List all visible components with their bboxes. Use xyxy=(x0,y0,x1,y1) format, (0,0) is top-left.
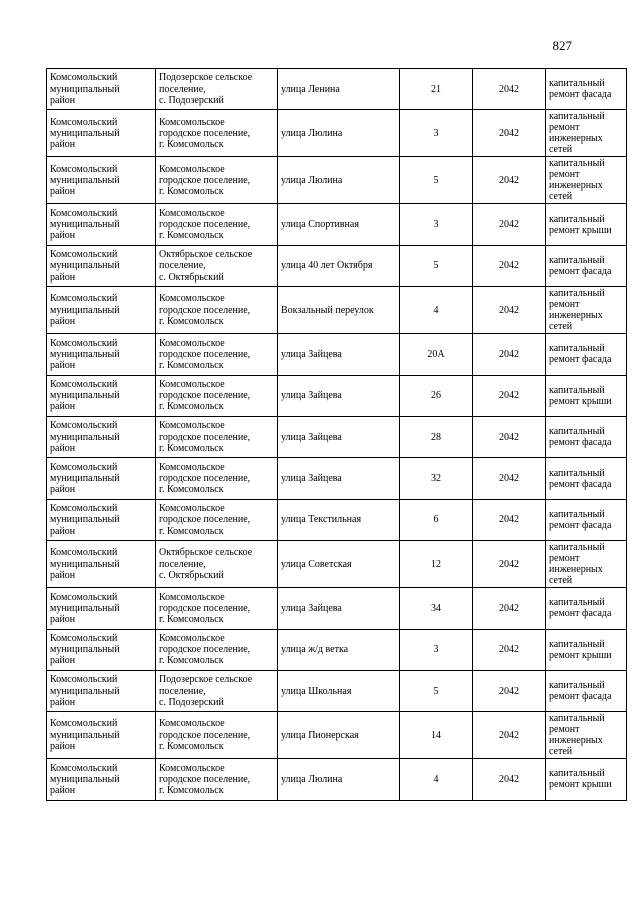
house-number-cell: 28 xyxy=(400,416,473,457)
table-row xyxy=(47,334,627,375)
district-cell-text: Комсомольский муниципальный район xyxy=(50,337,120,371)
district-cell-text: Комсомольский муниципальный район xyxy=(50,762,120,797)
house-number-cell: 32 xyxy=(400,458,473,499)
work-type-cell xyxy=(546,334,627,375)
table-row xyxy=(47,759,627,800)
street-cell: улица Зайцева xyxy=(278,416,400,457)
house-number-cell: 12 xyxy=(400,541,473,588)
settlement-cell xyxy=(156,416,278,457)
settlement-cell xyxy=(156,375,278,416)
work-type-cell-text: капитальный ремонт фасада xyxy=(549,597,612,620)
district-cell xyxy=(47,245,156,286)
district-cell xyxy=(47,69,156,110)
work-type-cell xyxy=(546,588,627,629)
settlement-cell xyxy=(156,712,278,759)
table-body xyxy=(47,69,627,801)
table-row xyxy=(47,712,627,759)
work-type-cell-text: капитальный ремонт крыши xyxy=(549,768,612,791)
work-type-cell-text: капитальный ремонт фасада xyxy=(549,508,612,531)
work-type-cell-text: капитальный ремонт фасада xyxy=(549,254,612,277)
year-cell: 2042 xyxy=(473,375,546,416)
year-cell: 2042 xyxy=(473,629,546,670)
settlement-cell-text: Подозерское сельское поселение, с. Подозерский xyxy=(159,72,253,106)
table-row xyxy=(47,670,627,711)
year-cell: 2042 xyxy=(473,204,546,245)
work-type-cell xyxy=(546,629,627,670)
settlement-cell-text: Комсомольское городское поселение, г. Комсомольск xyxy=(159,163,251,197)
house-number-cell: 5 xyxy=(400,245,473,286)
work-type-cell-text: капитальный ремонт крыши xyxy=(549,384,612,407)
work-type-cell-text: капитальный ремонт инженерных сетей xyxy=(549,288,605,333)
district-cell xyxy=(47,588,156,629)
street-cell: Вокзальный переулок xyxy=(278,287,400,334)
work-type-cell-text: капитальный ремонт фасада xyxy=(549,343,612,366)
work-type-cell xyxy=(546,110,627,157)
work-type-cell-text: капитальный ремонт инженерных сетей xyxy=(549,111,605,156)
settlement-cell-text: Комсомольское городское поселение, г. Комсомольск xyxy=(159,116,251,150)
district-cell-text: Комсомольский муниципальный район xyxy=(50,72,120,106)
district-cell xyxy=(47,204,156,245)
district-cell-text: Комсомольский муниципальный район xyxy=(50,718,120,752)
table-row xyxy=(47,541,627,588)
district-cell-text: Комсомольский муниципальный район xyxy=(50,249,120,283)
year-cell: 2042 xyxy=(473,416,546,457)
settlement-cell-text: Комсомольское городское поселение, г. Комсомольск xyxy=(159,337,251,371)
district-cell-text: Комсомольский муниципальный район xyxy=(50,461,120,496)
settlement-cell-text: Комсомольское городское поселение, г. Комсомольск xyxy=(159,503,251,537)
district-cell xyxy=(47,287,156,334)
street-cell: улица Текстильная xyxy=(278,499,400,540)
year-cell: 2042 xyxy=(473,499,546,540)
settlement-cell xyxy=(156,759,278,800)
housing-repair-table xyxy=(46,68,627,801)
page-number: 827 xyxy=(552,38,572,53)
work-type-cell xyxy=(546,458,627,499)
settlement-cell xyxy=(156,588,278,629)
work-type-cell xyxy=(546,499,627,540)
year-cell: 2042 xyxy=(473,69,546,110)
district-cell-text: Комсомольский муниципальный район xyxy=(50,378,120,413)
settlement-cell-text: Комсомольское городское поселение, г. Комсомольск xyxy=(159,420,251,454)
settlement-cell-text: Октябрьское сельское поселение, с. Октябрьский xyxy=(159,249,253,283)
house-number-cell: 3 xyxy=(400,110,473,157)
house-number-cell: 3 xyxy=(400,204,473,245)
district-cell xyxy=(47,759,156,800)
settlement-cell-text: Комсомольское городское поселение, г. Комсомольск xyxy=(159,632,251,667)
settlement-cell-text: Комсомольское городское поселение, г. Комсомольск xyxy=(159,461,251,496)
district-cell-text: Комсомольский муниципальный район xyxy=(50,503,120,537)
house-number-cell: 14 xyxy=(400,712,473,759)
house-number-cell: 26 xyxy=(400,375,473,416)
street-cell: улица Люлина xyxy=(278,157,400,204)
table-row xyxy=(47,458,627,499)
settlement-cell-text: Комсомольское городское поселение, г. Комсомольск xyxy=(159,591,251,625)
house-number-cell: 6 xyxy=(400,499,473,540)
work-type-cell xyxy=(546,375,627,416)
table-row xyxy=(47,588,627,629)
work-type-cell-text: капитальный ремонт фасада xyxy=(549,78,612,101)
district-cell-text: Комсомольский муниципальный район xyxy=(50,207,120,242)
district-cell xyxy=(47,375,156,416)
house-number-cell: 34 xyxy=(400,588,473,629)
house-number-cell: 3 xyxy=(400,629,473,670)
street-cell: улица Ленина xyxy=(278,69,400,110)
district-cell-text: Комсомольский муниципальный район xyxy=(50,674,120,708)
street-cell: улица Школьная xyxy=(278,670,400,711)
street-cell: улица Советская xyxy=(278,541,400,588)
house-number-cell: 20А xyxy=(400,334,473,375)
district-cell xyxy=(47,670,156,711)
work-type-cell-text: капитальный ремонт крыши xyxy=(549,213,612,236)
settlement-cell xyxy=(156,499,278,540)
house-number-cell: 21 xyxy=(400,69,473,110)
district-cell-text: Комсомольский муниципальный район xyxy=(50,293,120,327)
work-type-cell-text: капитальный ремонт фасада xyxy=(549,680,612,703)
district-cell xyxy=(47,712,156,759)
street-cell: улица 40 лет Октября xyxy=(278,245,400,286)
street-cell: улица Зайцева xyxy=(278,334,400,375)
table-row xyxy=(47,416,627,457)
table-row xyxy=(47,629,627,670)
street-cell: улица Зайцева xyxy=(278,588,400,629)
settlement-cell-text: Комсомольское городское поселение, г. Комсомольск xyxy=(159,378,251,413)
settlement-cell xyxy=(156,541,278,588)
district-cell xyxy=(47,110,156,157)
table-row xyxy=(47,375,627,416)
street-cell: улица Пионерская xyxy=(278,712,400,759)
year-cell: 2042 xyxy=(473,245,546,286)
settlement-cell-text: Октябрьское сельское поселение, с. Октябрьский xyxy=(159,547,253,581)
settlement-cell xyxy=(156,629,278,670)
table-row xyxy=(47,69,627,110)
work-type-cell-text: капитальный ремонт инженерных сетей xyxy=(549,158,605,203)
house-number-cell: 4 xyxy=(400,759,473,800)
table-row xyxy=(47,499,627,540)
settlement-cell-text: Комсомольское городское поселение, г. Комсомольск xyxy=(159,293,251,327)
settlement-cell xyxy=(156,334,278,375)
house-number-cell: 5 xyxy=(400,670,473,711)
settlement-cell xyxy=(156,204,278,245)
district-cell xyxy=(47,499,156,540)
street-cell: улица Спортивная xyxy=(278,204,400,245)
district-cell-text: Комсомольский муниципальный район xyxy=(50,547,120,581)
district-cell xyxy=(47,629,156,670)
year-cell: 2042 xyxy=(473,157,546,204)
settlement-cell-text: Подозерское сельское поселение, с. Подозерский xyxy=(159,674,253,708)
work-type-cell xyxy=(546,670,627,711)
district-cell-text: Комсомольский муниципальный район xyxy=(50,163,120,197)
table-row xyxy=(47,287,627,334)
street-cell: улица ж/д ветка xyxy=(278,629,400,670)
year-cell: 2042 xyxy=(473,287,546,334)
settlement-cell xyxy=(156,245,278,286)
year-cell: 2042 xyxy=(473,458,546,499)
work-type-cell xyxy=(546,287,627,334)
work-type-cell xyxy=(546,541,627,588)
settlement-cell xyxy=(156,110,278,157)
year-cell: 2042 xyxy=(473,334,546,375)
work-type-cell xyxy=(546,69,627,110)
work-type-cell-text: капитальный ремонт инженерных сетей xyxy=(549,542,605,587)
table-row xyxy=(47,245,627,286)
year-cell: 2042 xyxy=(473,670,546,711)
settlement-cell-text: Комсомольское городское поселение, г. Комсомольск xyxy=(159,718,251,752)
work-type-cell xyxy=(546,712,627,759)
year-cell: 2042 xyxy=(473,110,546,157)
street-cell: улица Люлина xyxy=(278,759,400,800)
work-type-cell xyxy=(546,157,627,204)
house-number-cell: 4 xyxy=(400,287,473,334)
work-type-cell xyxy=(546,416,627,457)
district-cell xyxy=(47,334,156,375)
work-type-cell-text: капитальный ремонт крыши xyxy=(549,638,612,661)
year-cell: 2042 xyxy=(473,588,546,629)
district-cell-text: Комсомольский муниципальный район xyxy=(50,632,120,667)
district-cell-text: Комсомольский муниципальный район xyxy=(50,591,120,625)
work-type-cell xyxy=(546,245,627,286)
table-row xyxy=(47,157,627,204)
settlement-cell-text: Комсомольское городское поселение, г. Комсомольск xyxy=(159,762,251,797)
street-cell: улица Люлина xyxy=(278,110,400,157)
house-number-cell: 5 xyxy=(400,157,473,204)
table-row xyxy=(47,110,627,157)
settlement-cell xyxy=(156,69,278,110)
settlement-cell-text: Комсомольское городское поселение, г. Комсомольск xyxy=(159,207,251,242)
district-cell xyxy=(47,157,156,204)
year-cell: 2042 xyxy=(473,541,546,588)
work-type-cell xyxy=(546,204,627,245)
district-cell xyxy=(47,541,156,588)
district-cell-text: Комсомольский муниципальный район xyxy=(50,420,120,454)
work-type-cell-text: капитальный ремонт фасада xyxy=(549,426,612,449)
table-row xyxy=(47,204,627,245)
street-cell: улица Зайцева xyxy=(278,458,400,499)
street-cell: улица Зайцева xyxy=(278,375,400,416)
district-cell xyxy=(47,416,156,457)
district-cell-text: Комсомольский муниципальный район xyxy=(50,116,120,150)
settlement-cell xyxy=(156,670,278,711)
settlement-cell xyxy=(156,287,278,334)
work-type-cell-text: капитальный ремонт инженерных сетей xyxy=(549,713,605,758)
work-type-cell xyxy=(546,759,627,800)
year-cell: 2042 xyxy=(473,759,546,800)
settlement-cell xyxy=(156,458,278,499)
settlement-cell xyxy=(156,157,278,204)
year-cell: 2042 xyxy=(473,712,546,759)
district-cell xyxy=(47,458,156,499)
work-type-cell-text: капитальный ремонт фасада xyxy=(549,467,612,490)
